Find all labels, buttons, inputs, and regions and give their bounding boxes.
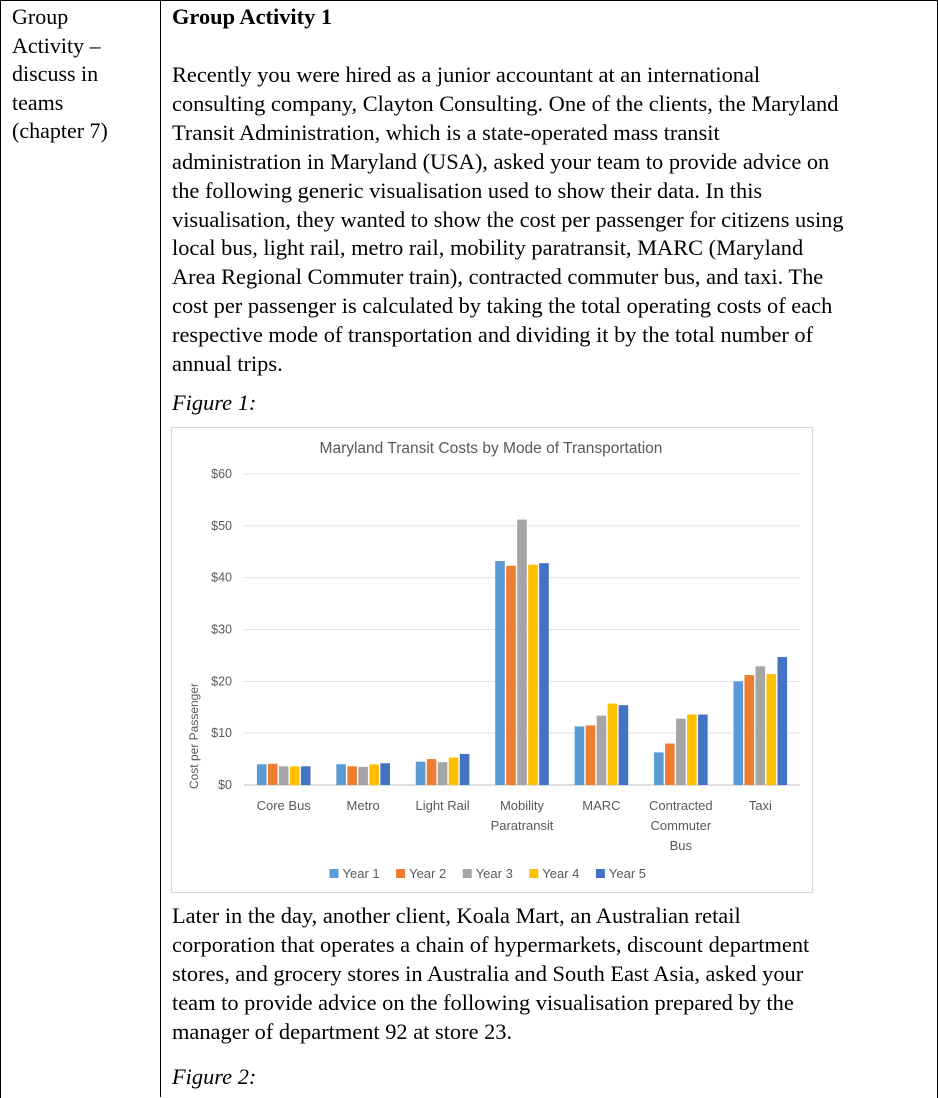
- bar: [268, 764, 278, 785]
- legend-swatch: [596, 869, 605, 878]
- legend-swatch: [529, 869, 538, 878]
- bar: [597, 716, 607, 785]
- bar: [676, 719, 686, 785]
- x-tick-label: Metro: [346, 798, 380, 813]
- x-tick-label: Contracted: [649, 798, 713, 813]
- bar: [777, 657, 787, 785]
- second-line: manager of department 92 at store 23.: [172, 1018, 513, 1044]
- activity-label-cell: [12, 3, 152, 146]
- second-line: team to provide advice on the following visualisation prepared by the: [172, 989, 794, 1015]
- activity-label-line: Activity –: [12, 32, 101, 58]
- bar: [698, 715, 708, 785]
- bar: [517, 520, 527, 785]
- bar: [744, 675, 754, 785]
- legend-label: Year 1: [342, 866, 380, 881]
- bar: [654, 752, 664, 785]
- bar: [460, 754, 470, 785]
- y-axis-label: Cost per Passenger: [187, 682, 201, 790]
- legend-swatch: [396, 869, 405, 878]
- column-divider: [160, 0, 161, 1097]
- y-tick-label: $10: [211, 726, 232, 741]
- intro-line: Transit Administration, which is a state-operated mass transit: [172, 119, 720, 145]
- bar: [380, 763, 390, 785]
- x-tick-label: Core Bus: [256, 798, 311, 813]
- activity-heading: Group Activity 1: [172, 4, 333, 29]
- x-tick-label: Paratransit: [490, 818, 554, 833]
- legend-label: Year 2: [409, 866, 447, 881]
- bar: [539, 563, 549, 785]
- bar: [665, 744, 675, 785]
- figure2-label: Figure 2:: [172, 1064, 257, 1089]
- bar: [608, 704, 618, 785]
- intro-line: annual trips.: [172, 351, 283, 377]
- second-line: stores, and grocery stores in Australia and South East Asia, asked your: [172, 960, 804, 986]
- intro-line: administration in Maryland (USA), asked your team to provide advice on: [172, 148, 830, 174]
- bar: [766, 674, 776, 785]
- x-tick-label: Light Rail: [415, 798, 470, 813]
- x-tick-label: Taxi: [748, 798, 772, 813]
- bar: [449, 758, 459, 785]
- bar: [755, 666, 765, 785]
- legend-swatch: [330, 869, 339, 878]
- chart-canvas: [172, 428, 812, 892]
- figure1-chart: [171, 427, 813, 893]
- x-tick-label: Mobility: [499, 798, 545, 813]
- bar: [290, 766, 300, 785]
- chart-title: Maryland Transit Costs by Mode of Transportation: [319, 440, 663, 457]
- intro-line: visualisation, they wanted to show the cost per passenger for citizens using: [172, 206, 844, 232]
- bar: [279, 766, 289, 785]
- intro-paragraph: [172, 61, 932, 379]
- bar: [336, 764, 346, 785]
- intro-line: local bus, light rail, metro rail, mobility paratransit, MARC (Maryland: [172, 235, 804, 261]
- bar: [358, 767, 368, 785]
- intro-line: respective mode of transportation and dividing it by the total number of: [172, 322, 814, 348]
- chart-legend: [330, 866, 647, 881]
- bar: [347, 766, 357, 785]
- activity-label-line: discuss in: [12, 61, 99, 86]
- bar: [575, 726, 585, 785]
- second-line: corporation that operates a chain of hypermarkets, discount department: [172, 931, 810, 957]
- x-tick-labels: [257, 798, 772, 853]
- y-tick-label: $20: [211, 674, 232, 689]
- bar: [438, 762, 448, 785]
- bar: [369, 764, 379, 785]
- activity-label-line: teams: [12, 89, 64, 115]
- y-tick-label: $30: [211, 622, 232, 637]
- bar: [733, 681, 743, 785]
- legend-label: Year 5: [608, 866, 647, 881]
- bars: [257, 520, 787, 785]
- bar: [301, 766, 311, 785]
- bar: [506, 566, 516, 785]
- x-tick-label: Bus: [669, 838, 693, 853]
- activity-label-line: (chapter 7): [12, 118, 108, 143]
- intro-line: consulting company, Clayton Consulting. One of the clients, the Maryland: [172, 90, 839, 116]
- y-tick-label: $50: [211, 518, 232, 533]
- bar: [495, 561, 505, 785]
- bar: [427, 759, 437, 785]
- bar: [687, 715, 697, 785]
- second-paragraph: [172, 902, 932, 1047]
- bar: [257, 764, 267, 785]
- bar: [619, 705, 629, 785]
- bar: [586, 725, 596, 785]
- legend-label: Year 3: [475, 866, 513, 881]
- y-tick-labels: [211, 467, 232, 792]
- x-tick-label: Commuter: [650, 818, 712, 833]
- y-tick-label: $40: [211, 570, 232, 585]
- intro-line: Area Regional Commuter train), contracted commuter bus, and taxi. The: [172, 264, 824, 290]
- activity-label-line: Group: [12, 4, 69, 29]
- intro-line: cost per passenger is calculated by taking the total operating costs of each: [172, 293, 833, 319]
- bar: [416, 762, 426, 785]
- y-tick-label: $60: [211, 467, 232, 481]
- y-tick-label: $0: [218, 778, 232, 792]
- figure1-label: Figure 1:: [172, 390, 257, 415]
- legend-swatch: [463, 869, 472, 878]
- intro-line: the following generic visualisation used to show their data. In this: [172, 177, 763, 203]
- x-tick-label: MARC: [582, 798, 621, 813]
- bar: [528, 565, 538, 785]
- legend-label: Year 4: [542, 866, 580, 881]
- second-line: Later in the day, another client, Koala Mart, an Australian retail: [172, 903, 741, 928]
- intro-line: Recently you were hired as a junior accountant at an international: [172, 62, 761, 87]
